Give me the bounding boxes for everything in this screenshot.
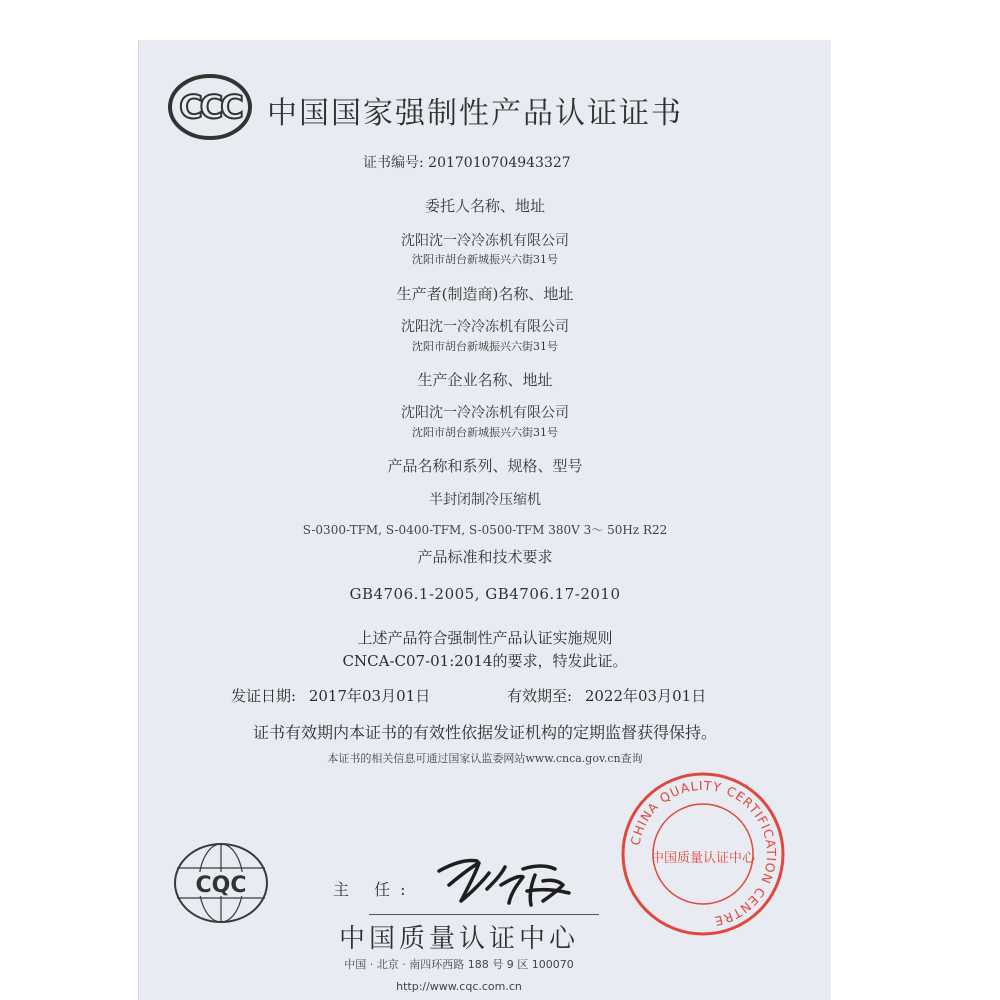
manufacturer-heading: 生产者(制造商)名称、地址: [396, 285, 574, 303]
issuer-url: http://www.cqc.com.cn: [396, 980, 522, 993]
issue-date-label: 发证日期:: [231, 687, 297, 705]
expiry-date-value: 2022年03月01日: [584, 687, 707, 705]
standards-value: GB4706.1-2005, GB4706.17-2010: [349, 585, 621, 603]
ccc-logo-icon: [167, 73, 253, 141]
seal-inner-text: 中国质量认证中心: [650, 851, 756, 866]
issue-date: [231, 685, 430, 706]
issue-date-value: 2017年03月01日: [308, 687, 431, 705]
certificate-page: [138, 40, 831, 1000]
conformity-line1: 上述产品符合强制性产品认证实施规则: [357, 629, 613, 647]
standards-heading: 产品标准和技术要求: [417, 548, 553, 566]
product-models: S-0300-TFM, S-0400-TFM, S-0500-TFM 380V 3～ 50Hz R22: [302, 523, 668, 537]
director-label: 主 任:: [333, 880, 416, 899]
factory-name: 沈阳沈一冷冷冻机有限公司: [401, 405, 569, 421]
factory-heading: 生产企业名称、地址: [417, 371, 553, 389]
applicant-heading: 委托人名称、地址: [424, 197, 545, 215]
certificate-number: 证书编号: 2017010704943327: [363, 155, 571, 171]
seal-outer-text: CHINA QUALITY CERTIFICATION CENTRE: [627, 777, 780, 930]
applicant-name: 沈阳沈一冷冷冻机有限公司: [401, 233, 569, 249]
certificate-title: 中国国家强制性产品认证证书: [267, 96, 683, 131]
director-signature: [431, 845, 581, 913]
issuer-name: 中国质量认证中心: [338, 924, 579, 954]
expiry-date-label: 有效期至:: [507, 687, 573, 705]
cqc-logo-icon: [171, 840, 271, 926]
applicant-address: 沈阳市胡台新城振兴六街31号: [412, 253, 558, 266]
expiry-date: [507, 685, 706, 706]
ccc-logo-text: CCC: [179, 88, 241, 126]
validity-note: 证书有效期内本证书的有效性依据发证机构的定期监督获得保持。: [252, 723, 717, 742]
factory-address: 沈阳市胡台新城振兴六街31号: [412, 426, 558, 439]
manufacturer-address: 沈阳市胡台新城振兴六街31号: [412, 340, 558, 353]
conformity-line2: CNCA-C07-01:2014的要求，特发此证。: [342, 652, 628, 670]
manufacturer-name: 沈阳沈一冷冷冻机有限公司: [401, 319, 569, 335]
product-name: 半封闭制冷压缩机: [429, 492, 541, 508]
query-note: 本证书的相关信息可通过国家认监委网站www.cnca.gov.cn查询: [327, 752, 643, 765]
issuer-address: 中国 · 北京 · 南四环西路 188 号 9 区 100070: [344, 958, 574, 971]
certification-seal: [619, 770, 787, 938]
product-heading: 产品名称和系列、规格、型号: [387, 457, 583, 475]
cqc-logo-text: CQC: [195, 873, 247, 898]
signature-line: [369, 914, 599, 915]
